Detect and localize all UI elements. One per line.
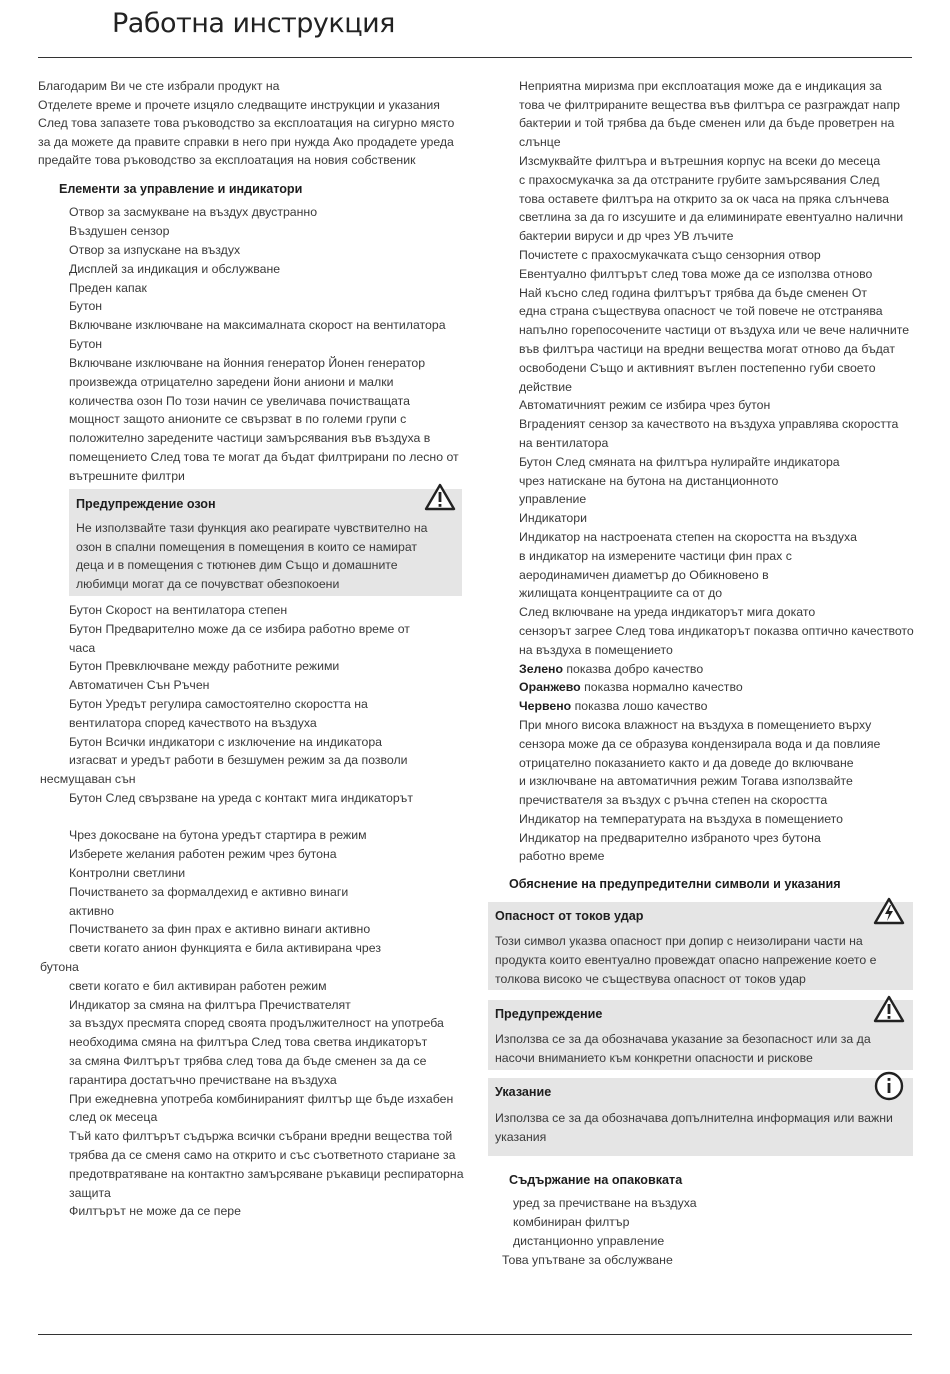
intro-line: Благодарим Ви че сте избрали продукт на <box>38 79 280 93</box>
maintenance-line: Индикатор на настроената степен на скоростта на въздуха <box>519 530 857 544</box>
controls-heading: Елементи за управление и индикатори <box>59 182 303 196</box>
function-line: гарантира достатъчно пречистване на въздуха <box>69 1073 337 1087</box>
function-line: предотвратяване на контактно замърсяване ръкавици респираторна <box>69 1167 464 1181</box>
function-line: Бутон Уредът регулира самостоятелно скоростта на <box>69 697 368 711</box>
electric-shock-line: продукта които евентуално провеждат опасно напрежение което е <box>495 953 877 967</box>
maintenance-line: действие <box>519 380 572 394</box>
controls-line: Въздушен сензор <box>69 224 170 238</box>
maintenance-line: След включване на уреда индикаторът мига докато <box>519 605 816 619</box>
maintenance-line: във филтъра частици на вредни вещества могат отново да бъдат <box>519 342 896 356</box>
maintenance-line: слънце <box>519 135 561 149</box>
function-line: Контролни светлини <box>69 866 186 880</box>
maintenance-line: Неприятна миризма при експлоатация може да е индикация за <box>519 79 882 93</box>
function-line: необходима смяна на филтъра След това светва индикаторът <box>69 1035 428 1049</box>
package-item: уред за пречистване на въздуха <box>513 1196 697 1210</box>
humidity-line: и изключване на автоматичния режим Тогава използвайте <box>519 774 853 788</box>
maintenance-line: управление <box>519 492 587 506</box>
warning-box <box>488 1000 913 1070</box>
controls-line: Бутон <box>69 337 103 351</box>
info-icon <box>873 1071 905 1101</box>
package-footer: Това упътване за обслужване <box>502 1253 673 1267</box>
function-line: бутона <box>40 960 79 974</box>
ozone-warning-box <box>69 489 462 596</box>
info-title: Указание <box>495 1085 552 1099</box>
function-line: след ок месеца <box>69 1110 158 1124</box>
controls-line: вътрешните филтри <box>69 469 185 483</box>
maintenance-line: сензорът загрее След това индикаторът показва оптично качеството <box>519 624 914 638</box>
function-line: Бутон Предварително може да се избира работно време от <box>69 622 410 636</box>
ozone-warning-line: Не използвайте тази функция ако реагирате чувствително на <box>76 521 428 535</box>
function-line: активно <box>69 904 115 918</box>
controls-line: Дисплей за индикация и обслужване <box>69 262 281 276</box>
controls-line: количества озон По този начин се увеличава почистващата <box>69 394 410 408</box>
maintenance-line: чрез натискане на бутона на дистанционното <box>519 474 779 488</box>
maintenance-line: Вграденият сензор за качеството на въздуха управлява скоростта <box>519 417 899 431</box>
ozone-warning-title: Предупреждение озон <box>76 497 216 511</box>
controls-line: Бутон <box>69 299 103 313</box>
function-line: Чрез докосване на бутона уредът стартира в режим <box>69 828 367 842</box>
function-line: трябва да се сменя само на открито и със съответното стариане за <box>69 1148 456 1162</box>
humidity-line: Индикатор на температурата на въздуха в помещението <box>519 812 843 826</box>
warning-triangle-icon <box>424 482 456 512</box>
function-line: свети когато е бил активиран работен режим <box>69 979 327 993</box>
maintenance-line: освободени Също и активният въглен постепенно губи своето <box>519 361 876 375</box>
ozone-warning-line: озон в спални помещения в помещения в които се намират <box>76 540 418 554</box>
function-line: изгасват и уредът работи в безшумен режим за да позволи <box>69 753 408 767</box>
maintenance-line: напълно горепосочените частици от въздуха или че вече наличните <box>519 323 910 337</box>
maintenance-line: жилищата концентрациите са от до <box>519 586 723 600</box>
function-line: Бутон След свързване на уреда с контакт мига индикаторът <box>69 791 413 805</box>
controls-line: Включване изключване на максималната скорост на вентилатора <box>69 318 446 332</box>
electric-shock-warning-icon <box>873 896 905 926</box>
maintenance-line: една страна съществува опасност че той повече не отстранява <box>519 304 883 318</box>
symbols-heading: Обяснение на предупредителни символи и указания <box>509 877 841 891</box>
function-line: Бутон Скорост на вентилатора степен <box>69 603 288 617</box>
function-line: свети когато анион функцията е била активирана чрез <box>69 941 381 955</box>
maintenance-line: Индикатори <box>519 511 587 525</box>
function-line: Изберете желания работен режим чрез бутона <box>69 847 337 861</box>
warning-line: Използва се за да обозначава указание за безопасност или за да <box>495 1032 871 1046</box>
maintenance-line: светлина за да го изсушите и да елиминирате евентуално налични <box>519 210 904 224</box>
humidity-line: отрицателно показанието както и да доведе до включване <box>519 756 854 770</box>
maintenance-line: с прахосмукачка за да отстраните грубите замърсявания След <box>519 173 880 187</box>
humidity-line: пречиствателя за въздух с ръчна степен на скоростта <box>519 793 828 807</box>
function-line: Бутон Всички индикатори с изключение на индикатора <box>69 735 383 749</box>
controls-line: Отвор за засмукване на въздух двустранно <box>69 205 318 219</box>
controls-line: помещението След това те могат да бъдат филтрирани по лесно от <box>69 450 459 464</box>
electric-shock-line: Този символ указва опасност при допир с неизолирани части на <box>495 934 863 948</box>
controls-line: положително заредените частици замърсявания във въздуха в <box>69 431 431 445</box>
intro-line: Отделете време и прочете изцяло следващите инструкции и указания <box>38 98 440 112</box>
maintenance-line: Евентуално филтърът след това може да се използва отново <box>519 267 873 281</box>
controls-line: Отвор за изпускане на въздух <box>69 243 241 257</box>
page-title: Работна инструкция <box>112 8 395 39</box>
maintenance-line: Автоматичният режим се избира чрез бутон <box>519 398 771 412</box>
function-line: При ежедневна употреба комбинираният филтър ще бъде изхабен <box>69 1092 454 1106</box>
function-line: Автоматичен Сън Ръчен <box>69 678 210 692</box>
info-line: указания <box>495 1130 547 1144</box>
maintenance-line: в индикатор на измерените частици фин прах с <box>519 549 792 563</box>
function-line: часа <box>69 641 96 655</box>
maintenance-line: Изсмуквайте филтъра и вътрешния корпус на всеки до месеца <box>519 154 881 168</box>
electric-shock-line: толкова високо че съществува опасност от токов удар <box>495 972 806 986</box>
function-line: Бутон Превключване между работните режими <box>69 659 340 673</box>
function-line: Тъй като филтърът съдържа всички събрани вредни вещества той <box>69 1129 453 1143</box>
intro-line: за да можете да правите справки в него при нужда Ако продадете уреда <box>38 135 454 149</box>
maintenance-line: аеродинамичен диаметър до Обикновено в <box>519 568 769 582</box>
maintenance-line: на въздуха в помещението <box>519 643 673 657</box>
package-item: дистанционно управление <box>513 1234 665 1248</box>
function-line: вентилатора според качеството на въздуха <box>69 716 317 730</box>
package-item: комбиниран филтър <box>513 1215 630 1229</box>
quality-red-line: Червено показва лошо качество <box>519 699 708 713</box>
maintenance-line: Почистете с прахосмукачката също сензорния отвор <box>519 248 821 262</box>
warning-title: Предупреждение <box>495 1007 603 1021</box>
maintenance-line: бактерии вируси и др чрез УВ лъчите <box>519 229 734 243</box>
humidity-line: сензора може да се образува кондензирала вода и да повлияе <box>519 737 881 751</box>
maintenance-line: това оставете филтъра на открито за ок часа на пряка слънчева <box>519 192 889 206</box>
ozone-warning-line: деца и в помещения с тютюнев дим Също и домашните <box>76 558 398 572</box>
warning-triangle-icon <box>873 994 905 1024</box>
maintenance-line: това че филтрираните вещества във филтъра се разграждат напр <box>519 98 900 112</box>
function-line: Индикатор за смяна на филтъра Пречиствателят <box>69 998 351 1012</box>
intro-line: предайте това ръководство за експлоатация на новия собственик <box>38 153 416 167</box>
function-line: Почистването за фин прах е активно винаги активно <box>69 922 371 936</box>
top-divider <box>38 57 912 58</box>
function-line: за смяна Филтърът трябва след това да бъде сменен за да се <box>69 1054 427 1068</box>
function-line: за въздух пресмята според своята продължителност на употреба <box>69 1016 444 1030</box>
ozone-warning-line: любимци могат да се почувстват обезпокоени <box>76 577 340 591</box>
controls-line: Включване изключване на йонния генератор Йонен генератор <box>69 356 426 370</box>
electric-shock-box <box>488 902 913 990</box>
function-line: несмущаван сън <box>40 772 136 786</box>
maintenance-line: Най късно след година филтърът трябва да бъде сменен От <box>519 286 868 300</box>
controls-line: Преден капак <box>69 281 147 295</box>
quality-orange-line: Оранжево показва нормално качество <box>519 680 743 694</box>
electric-shock-title: Опасност от токов удар <box>495 909 644 923</box>
humidity-line: работно време <box>519 849 605 863</box>
maintenance-line: бактерии и той трябва да бъде сменен или да бъде проветрен на <box>519 116 895 130</box>
controls-line: мощност защото анионите се свързват в по големи групи с <box>69 412 407 426</box>
warning-line: насочи вниманието към конкретни опасности и рискове <box>495 1051 813 1065</box>
humidity-line: Индикатор на предварително избраното чрез бутона <box>519 831 821 845</box>
humidity-line: При много висока влажност на въздуха в помещението върху <box>519 718 872 732</box>
quality-green-line: Зелено показва добро качество <box>519 662 704 676</box>
maintenance-line: на вентилатора <box>519 436 609 450</box>
info-box <box>488 1078 913 1156</box>
maintenance-line: Бутон След смяната на филтъра нулирайте индикатора <box>519 455 840 469</box>
function-line: Филтърът не може да се пере <box>69 1204 241 1218</box>
intro-line: След това запазете това ръководство за експлоатация на сигурно място <box>38 116 455 130</box>
function-line: защита <box>69 1186 111 1200</box>
controls-line: произвежда отрицателно заредени йони аниони и малки <box>69 375 394 389</box>
function-line: Почистването за формалдехид е активно винаги <box>69 885 349 899</box>
bottom-divider <box>38 1334 912 1335</box>
info-line: Използва се за да обозначава допълнителна информация или важни <box>495 1111 893 1125</box>
package-heading: Съдържание на опаковката <box>509 1173 683 1187</box>
